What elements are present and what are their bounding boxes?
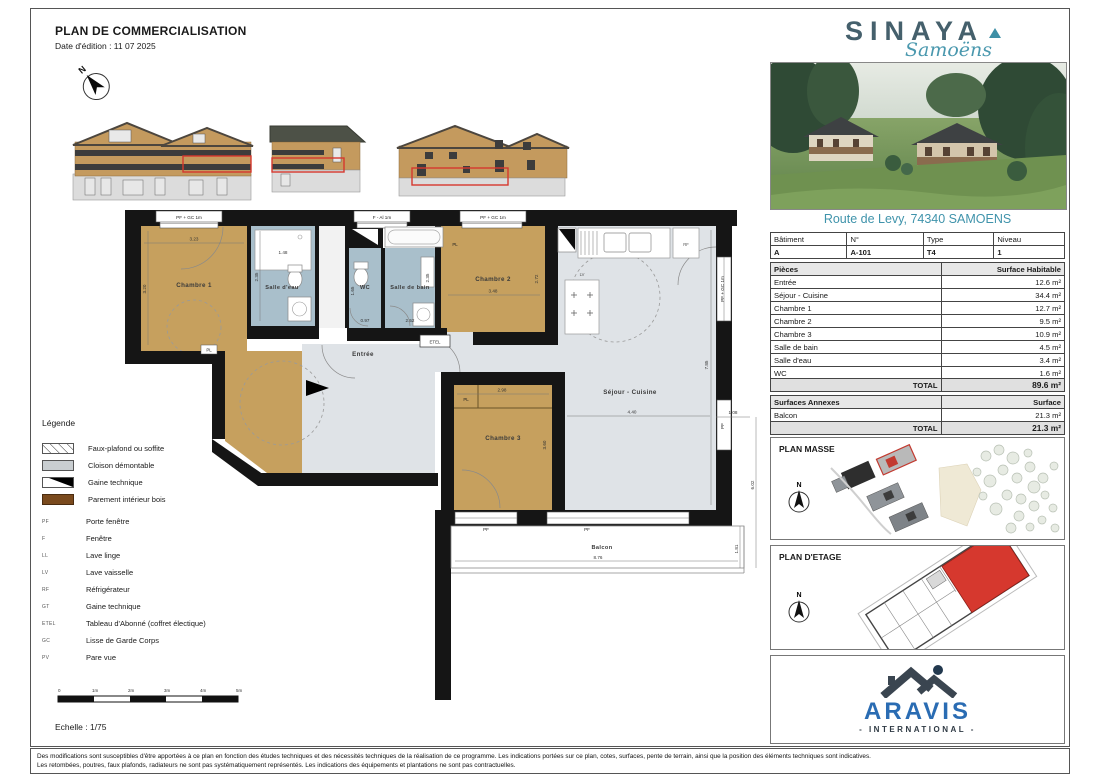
north-arrow-masse [789, 482, 809, 512]
legend-item: Parement intérieur bois [42, 491, 272, 508]
window-tag: PF [584, 527, 590, 532]
unit-header: Type [923, 233, 994, 246]
svg-text:4.40: 4.40 [627, 409, 637, 415]
svg-text:PL: PL [463, 397, 469, 402]
door-gap [447, 332, 473, 345]
brand-name: SINAYA [845, 16, 985, 46]
table-row: Entrée 12.6 m² [771, 276, 1065, 289]
window-tag: PF + GC 1m [720, 276, 725, 302]
elevation-front [73, 123, 253, 200]
brand-subtitle: Samoëns [905, 39, 993, 61]
table-row: Salle d'eau 3.4 m² [771, 354, 1065, 367]
legend-item: Gaine technique [42, 474, 272, 491]
aravis-panel [770, 655, 1065, 744]
room-label-entree: Entrée [352, 351, 374, 358]
aravis-name: ARAVIS [864, 698, 971, 725]
table-row: WC 1.6 m² [771, 367, 1065, 380]
elevation-rear [397, 126, 569, 196]
aravis-roof-icon [875, 664, 961, 698]
svg-text:1.81: 1.81 [734, 544, 739, 554]
room-label-salle-de-bain: Salle de bain [390, 285, 430, 291]
svg-text:2.35: 2.35 [254, 272, 259, 282]
unit-table [770, 232, 1065, 259]
table-row: Salle de bain 4.5 m² [771, 341, 1065, 354]
legend-item: PV Pare vue [42, 653, 117, 662]
svg-text:0: 0 [58, 688, 61, 693]
plan-etage-map [771, 546, 1064, 649]
etel-tag: ETEL [429, 339, 441, 345]
north-arrow-main [68, 55, 122, 109]
edition-date: Date d'édition : 11 07 2025 [55, 41, 156, 51]
plan-masse-panel [770, 437, 1065, 540]
svg-text:3.48: 3.48 [488, 288, 498, 294]
window-tag: F - Al 1m [372, 214, 392, 220]
elevation-drawings [65, 112, 575, 207]
room-label-wc: WC [359, 285, 371, 291]
rooms-table: Pièces Surface Habitable Entrée 12.6 m² Séjour - Cuisine 34.4 m² Chambre 1 12.7 m² Chambre 2 9.5 m² Chambre 3 10.9 m² Salle de bain 4.5 m² Salle d'eau 3.4 m² WC 1.6 m² [770, 262, 1065, 380]
sheet-header [55, 24, 246, 51]
plan-etage-panel [770, 545, 1065, 650]
legend-item: LL Lave linge [42, 551, 121, 560]
plan-etage-label: PLAN D'ETAGE [779, 552, 842, 562]
buildings [830, 443, 939, 539]
plan-masse-label: PLAN MASSE [779, 444, 835, 454]
svg-text:6.02: 6.02 [750, 480, 755, 490]
svg-text:2.35: 2.35 [425, 273, 430, 283]
svg-text:PL: PL [206, 347, 212, 353]
room-label-salle-deau: Salle d'eau [265, 285, 299, 291]
svg-text:1.08: 1.08 [728, 410, 738, 415]
plan-masse-map [771, 438, 1064, 539]
aravis-subtitle: - INTERNATIONAL - [859, 725, 976, 734]
page-title: PLAN DE COMMERCIALISATION [55, 24, 247, 38]
legend-item: RF Réfrigérateur [42, 585, 130, 594]
brand-triangle-icon [989, 28, 1001, 38]
svg-text:0.97: 0.97 [360, 318, 370, 323]
unit-value: T4 [923, 246, 994, 259]
footer-disclaimer [30, 748, 1070, 774]
legend-item: F Fenêtre [42, 534, 112, 543]
room-label-chambre3: Chambre 3 [485, 435, 521, 442]
window-tag: PF + GC 1m [480, 214, 506, 220]
table-row: Chambre 2 9.5 m² [771, 315, 1065, 328]
unit-value: 1 [994, 246, 1065, 259]
svg-text:7.85: 7.85 [704, 360, 709, 370]
table-row: Chambre 3 10.9 m² [771, 328, 1065, 341]
svg-text:8.76: 8.76 [593, 555, 603, 560]
room-label-balcon: Balcon [591, 545, 613, 551]
unit-value: A [771, 246, 847, 259]
hatch-swatch [42, 443, 74, 454]
trees [973, 445, 1059, 533]
svg-text:3m: 3m [164, 688, 171, 693]
etage-outline [858, 546, 1037, 649]
svg-text:2.98: 2.98 [497, 387, 507, 393]
gaine-swatch [42, 477, 74, 488]
annex-table: Surfaces Annexes Surface Balcon 21.3 m² TOTAL 21.3 m² [770, 395, 1065, 435]
table-row: Chambre 1 12.7 m² [771, 302, 1065, 315]
disclaimer-line-1: Des modifications sont susceptibles d'être apportées à ce plan en fonction des études techniques et des nécessités techniques de la réalisation de ce programme. Les indications portées sur ce plan, cotes, surfaces, pente de terrain, ainsi que la position des éléments techniques sont indicatives. [37, 753, 871, 760]
svg-text:3.20: 3.20 [142, 284, 147, 294]
table-row: Balcon 21.3 m² [771, 409, 1065, 422]
sinaya-logo [845, 16, 1065, 61]
svg-text:N: N [796, 592, 802, 599]
unit-header: N° [847, 233, 923, 246]
svg-text:4m: 4m [200, 688, 207, 693]
scale-bar [52, 684, 252, 708]
scale-label: Echelle : 1/75 [55, 722, 107, 732]
room-label-chambre1: Chambre 1 [176, 282, 212, 289]
project-photo [770, 62, 1067, 210]
legend-item: Cloison démontable [42, 457, 272, 474]
legend-title: Légende [42, 418, 76, 428]
svg-text:2m: 2m [128, 688, 135, 693]
svg-text:5m: 5m [236, 688, 243, 693]
window-tag: PF [720, 423, 725, 429]
elevation-side [270, 126, 365, 192]
dishwasher-code: LV [579, 272, 585, 277]
svg-text:1.48: 1.48 [278, 250, 288, 255]
unit-header: Niveau [994, 233, 1065, 246]
room-label-sejour: Séjour - Cuisine [603, 389, 657, 396]
svg-text:PL: PL [452, 242, 458, 247]
total-table: TOTAL 89.6 m² [770, 378, 1065, 392]
north-arrow-etage [789, 592, 809, 622]
wood-swatch [42, 494, 74, 505]
legend-item: Faux-plafond ou soffite [42, 440, 272, 457]
svg-text:1m: 1m [92, 688, 99, 693]
legend [42, 418, 272, 666]
svg-text:2.52: 2.52 [405, 318, 415, 323]
legend-item: LV Lave vaisselle [42, 568, 134, 577]
legend-item: ETEL Tableau d'Abonné (coffret électique) [42, 619, 206, 628]
disclaimer-line-2: Les retombées, poutres, faux plafonds, radiateurs ne sont pas systématiquement représentés. Les indications des équipements et plantations ne sont pas contractuelles. [37, 762, 516, 769]
unit-value: A-101 [847, 246, 923, 259]
window-tag: PF [483, 527, 489, 532]
north-label: N [76, 63, 88, 76]
project-address: Route de Levy, 74340 SAMOENS [823, 212, 1012, 226]
svg-text:N: N [796, 482, 802, 489]
unit-header: Bâtiment [771, 233, 847, 246]
legend-item: GT Gaine technique [42, 602, 141, 611]
svg-text:2.72: 2.72 [534, 274, 539, 284]
legend-item: GC Lisse de Garde Corps [42, 636, 159, 645]
window-tag: PF + GC 1m [176, 214, 202, 220]
legend-item: PF Porte fenêtre [42, 517, 130, 526]
svg-text:3.60: 3.60 [542, 440, 547, 450]
table-row: Séjour - Cuisine 34.4 m² [771, 289, 1065, 302]
gray-swatch [42, 460, 74, 471]
room-label-chambre2: Chambre 2 [475, 276, 511, 283]
fridge-code: RF [683, 242, 689, 247]
svg-text:1.65: 1.65 [350, 286, 355, 296]
svg-text:3.23: 3.23 [189, 236, 199, 242]
